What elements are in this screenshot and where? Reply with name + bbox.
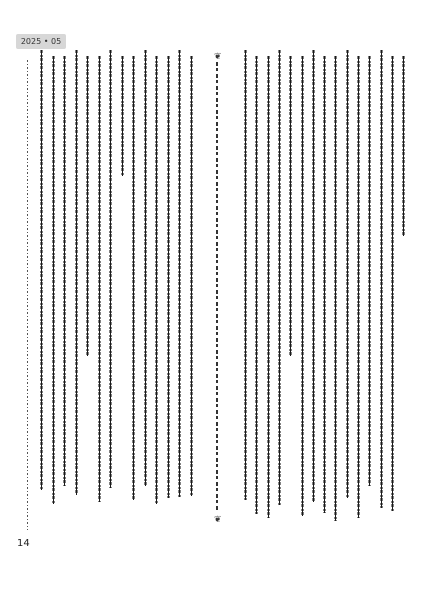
- script-column: [381, 50, 382, 508]
- script-column: [99, 56, 100, 502]
- script-column: [302, 56, 303, 516]
- ornament-top-icon: ❦: [214, 52, 222, 62]
- script-column: [110, 50, 111, 488]
- script-column: [87, 56, 88, 356]
- script-column: [64, 56, 65, 486]
- script-column: [122, 56, 123, 176]
- text-block-right: [245, 50, 415, 520]
- script-column: [324, 56, 325, 513]
- script-column: [313, 50, 314, 502]
- script-column: [369, 56, 370, 486]
- issue-date: 2025 • 05: [20, 37, 62, 46]
- script-column: [403, 56, 404, 236]
- script-column: [191, 56, 192, 496]
- script-column: [279, 50, 280, 505]
- script-column: [245, 50, 246, 500]
- footnote-column: [27, 60, 28, 530]
- script-column: [256, 56, 257, 514]
- script-column: [179, 50, 180, 497]
- ornament-bottom-icon: ❦: [214, 515, 222, 525]
- script-column: [392, 56, 393, 511]
- script-column: [145, 50, 146, 486]
- script-column: [156, 56, 157, 504]
- text-block-left: [41, 50, 201, 500]
- script-column: [268, 56, 269, 518]
- script-column: [133, 56, 134, 500]
- page-number: 14: [17, 538, 30, 549]
- script-column: [168, 56, 169, 498]
- column-divider: [216, 62, 218, 512]
- script-column: [53, 56, 54, 504]
- script-column: [335, 56, 336, 521]
- script-column: [347, 50, 348, 498]
- issue-badge: [16, 34, 66, 49]
- script-column: [290, 56, 291, 356]
- script-column: [358, 56, 359, 518]
- script-column: [76, 50, 77, 495]
- script-column: [41, 50, 42, 490]
